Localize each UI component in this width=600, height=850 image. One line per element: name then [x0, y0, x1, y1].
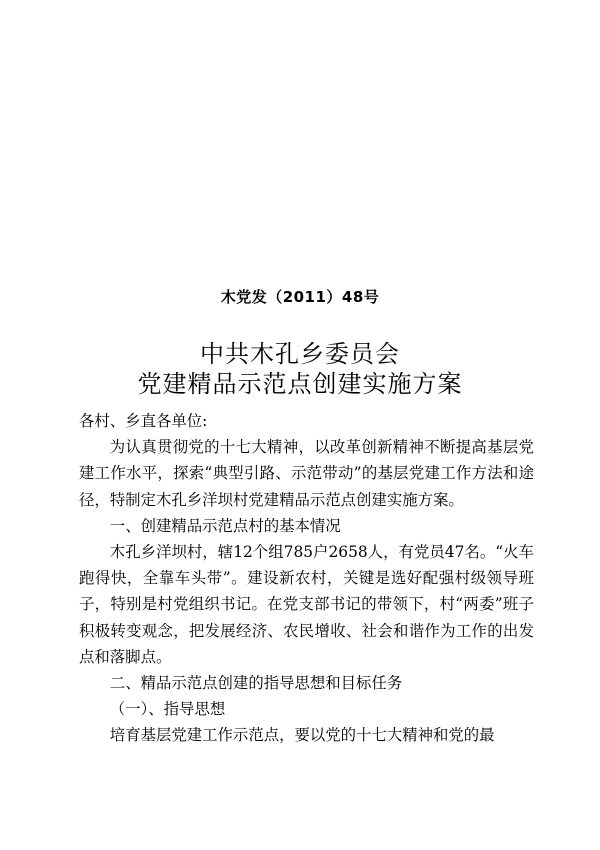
- subsection-heading-1: （一）、指导思想: [109, 700, 226, 719]
- document-number: 木党发（2011）48号: [220, 288, 380, 306]
- document-title-issuer: 中共木孔乡委员会: [200, 340, 400, 368]
- village-info-paragraph: 木孔乡洋坝村，辖12个组785户2658人，有党员47名。“火车跑得快，全靠车头带”。建设新农村，关键是选好配强村级领导班子，特别是村党组织书记。在党支部书记的带领下，村“两委”班子积极转变观念，把发展经济、农民增收、社会和谐作为工作的出发点和落脚点。: [79, 543, 534, 666]
- salutation: 各村、乡直各单位:: [79, 412, 208, 430]
- section-heading-1: 一、创建精品示范点村的基本情况: [109, 516, 341, 535]
- document-title-subject: 党建精品示范点创建实施方案: [137, 370, 463, 398]
- section-heading-2: 二、精品示范点创建的指导思想和目标任务: [109, 674, 403, 693]
- guiding-principle-paragraph: 培育基层党建工作示范点，要以党的十七大精神和党的最: [109, 726, 495, 745]
- intro-paragraph: 为认真贯彻党的十七大精神，以改革创新精神不断提高基层党建工作水平，探索“典型引路、示范带动”的基层党建工作方法和途径，特制定木孔乡洋坝村党建精品示范点创建实施方案。: [79, 438, 534, 509]
- document-body: [79, 408, 534, 749]
